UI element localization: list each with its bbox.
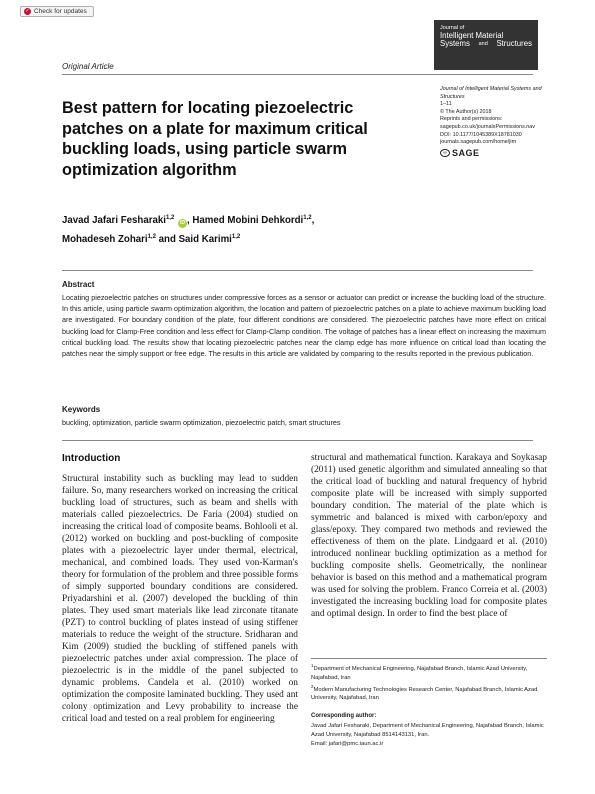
check-updates-icon: ✓ [25, 8, 30, 14]
author-name[interactable]: Javad Jafari Fesharaki [62, 215, 166, 227]
journal-logo-systems: Systems [440, 39, 470, 49]
keywords-heading: Keywords [62, 405, 101, 414]
corresponding-author [311, 722, 547, 748]
body-divider [62, 440, 533, 441]
check-for-updates-button[interactable] [20, 6, 94, 17]
author-name[interactable]: Said Karimi [178, 234, 232, 246]
page-range: 1–11 [440, 101, 452, 108]
journal-logo [434, 20, 538, 70]
journal-logo-structures: Structures [496, 39, 532, 49]
footnote-divider [311, 658, 547, 659]
sage-logo-icon: ∞ [440, 149, 450, 157]
intro-left-column: Structural instability such as buckling may lead to sudden failure. So, many researchers worked on increasing the critical buckling load of structures, such as beam and shells with materials called piezoelectrics. De Faria (2004) studied on increasing the critical load of composite beams. Bohlooli et al. (2012) worked on buckling and post-buckling of composite plates with a piezoelectric layer under thermal, electrical, mechanical, and combined loads. They used von-Karman's theory for formulation of the problem and three possible forms of simply supported boundary conditions are considered. Priyadarshini et al. (2007) developed the buckling of thin plates. They used smart materials like lead zirconate titanate (PZT) to control buckling of plates instead of using stiffener materials to reduce the weight of the structure. Sridharan and Kim (2009) studied the buckling of stiffened panels with piezoelectric patches under axial compression. The place of piezoelectric is in the middle of the panel subjected to dynamic problems. Candela et al. (2010) worked on optimization the composite laminated buckling. They used ant colony optimization and Levy probability to increase the critical load and tested on a real problem for engineering [62, 474, 298, 724]
journal-logo-line2: Intelligent Material [440, 30, 504, 40]
copyright: © The Author(s) 2018 [440, 108, 492, 115]
affiliations [311, 662, 547, 703]
journal-home-link[interactable]: journals.sagepub.com/home/jim [440, 139, 517, 146]
article-type: Original Article [62, 62, 114, 71]
publisher-name: SAGE [452, 147, 480, 158]
reprints-label: Reprints and permissions: [440, 116, 503, 123]
journal-logo-and: and [478, 41, 488, 48]
journal-name: Journal of Intelligent Material Systems and Structures [440, 86, 542, 100]
author-affiliation-sup: 1,2 [303, 215, 312, 221]
author-affiliation-sup: 1,2 [231, 234, 241, 241]
intro-right-column: structural and mathematical function. Karakaya and Soykasap (2011) used genetic algorithm and simulated annealing so that the critical load of buckling and natural frequency of hybrid composite plate will be increased with simply supported boundary condition. The material of the plate which is symmetric and balanced is mixed with carbon/epoxy and glass/epoxy. They compared two methods and reviewed the effectiveness of them on the plate. Lindgaard et al. (2010) introduced nonlinear buckling optimization as a method for buckling composite shells. Geometrically, the nonlinear behavior is based on this method and a mathematical program was used for solving the problem. Franco Correia et al. (2003) investigated the increasing buckling load for composite plates and optimal design. In order to find the best place of [311, 453, 547, 619]
author-affiliation-sup: 1,2 [165, 215, 175, 221]
corresponding-author-address: Javad Jafari Fesharaki, Department of Mechanical Engineering, Najafabad Branch, Islamic Azad University, Najafabad 8514143131, Iran. [311, 723, 544, 738]
orcid-icon[interactable]: iD [179, 220, 185, 227]
header-divider [62, 74, 533, 75]
corresponding-author-heading: Corresponding author: [311, 713, 377, 719]
keywords-text: buckling, optimization, particle swarm optimization, piezoelectric patch, smart structures [62, 418, 341, 427]
corresponding-author-email[interactable]: Email: jafari@pmc.iaun.ac.ir [311, 740, 384, 747]
affiliation-1: $^1$Department of Mechanical Engineering, Najafabad Branch, Islamic Azad University, Najafabad, Iran [311, 663, 528, 681]
abstract-heading: Abstract [62, 280, 95, 289]
abstract-divider [62, 270, 533, 271]
author-name[interactable]: Mohadeseh Zohari [62, 234, 148, 246]
author-conjunction: and [158, 234, 176, 246]
journal-logo-line1: Journal of [440, 25, 465, 31]
author-affiliation-sup: 1,2 [147, 234, 156, 241]
abstract-text: Locating piezoelectric patches on structures under compressive forces as a sensor or actuator can predict or increase the buckling load of the structure. In this article, using particle swarm optimization algorithm, the location and pattern of piezoelectric patches on a plate to achieve maximum buckling load are investigated. For boundary condition of the plate, four different conditions are considered. The piezoelectric patches have more effect on critical buckling load for Clamp-Free condition and less effect for Clamp-Clamp condition. The voltage of patches has a linear effect on increasing the maximum critical buckling load. The results show that locating piezoelectric patches near the clamp edge has more influence on critical load than locating the patches near the simply support or free edge. The results in this article are validated by comparing to the results reported in the previous publication. [62, 293, 546, 359]
author-list: Javad Jafari Fesharaki$^{1,2}$ iD , Hamed Mobini Dehkordi$^{1,2}$, Mohadeseh Zohari$^{1,2}$ and Said Karimi$^{1,2}$ [62, 215, 315, 246]
journal-metadata [440, 86, 560, 158]
journal-logo-line3 [440, 40, 532, 49]
reprints-link[interactable]: sagepub.co.uk/journalsPermissions.nav [440, 123, 535, 130]
affiliation-2: $^2$Modern Manufacturing Technologies Research Center, Najafabad Branch, Islamic Azad University, Najafabad, Iran [311, 683, 538, 702]
paper-title: Best pattern for locating piezoelectric patches on a plate for maximum critical buckling loads, using particle swarm optimization algorithm [62, 99, 368, 179]
introduction-heading: Introduction [62, 453, 121, 464]
doi[interactable]: DOI: 10.1177/1045389X18781030 [440, 131, 522, 138]
check-updates-label: Check for updates [34, 8, 87, 15]
publisher-logo [440, 148, 560, 158]
author-name[interactable]: Hamed Mobini Dehkordi [192, 215, 304, 227]
